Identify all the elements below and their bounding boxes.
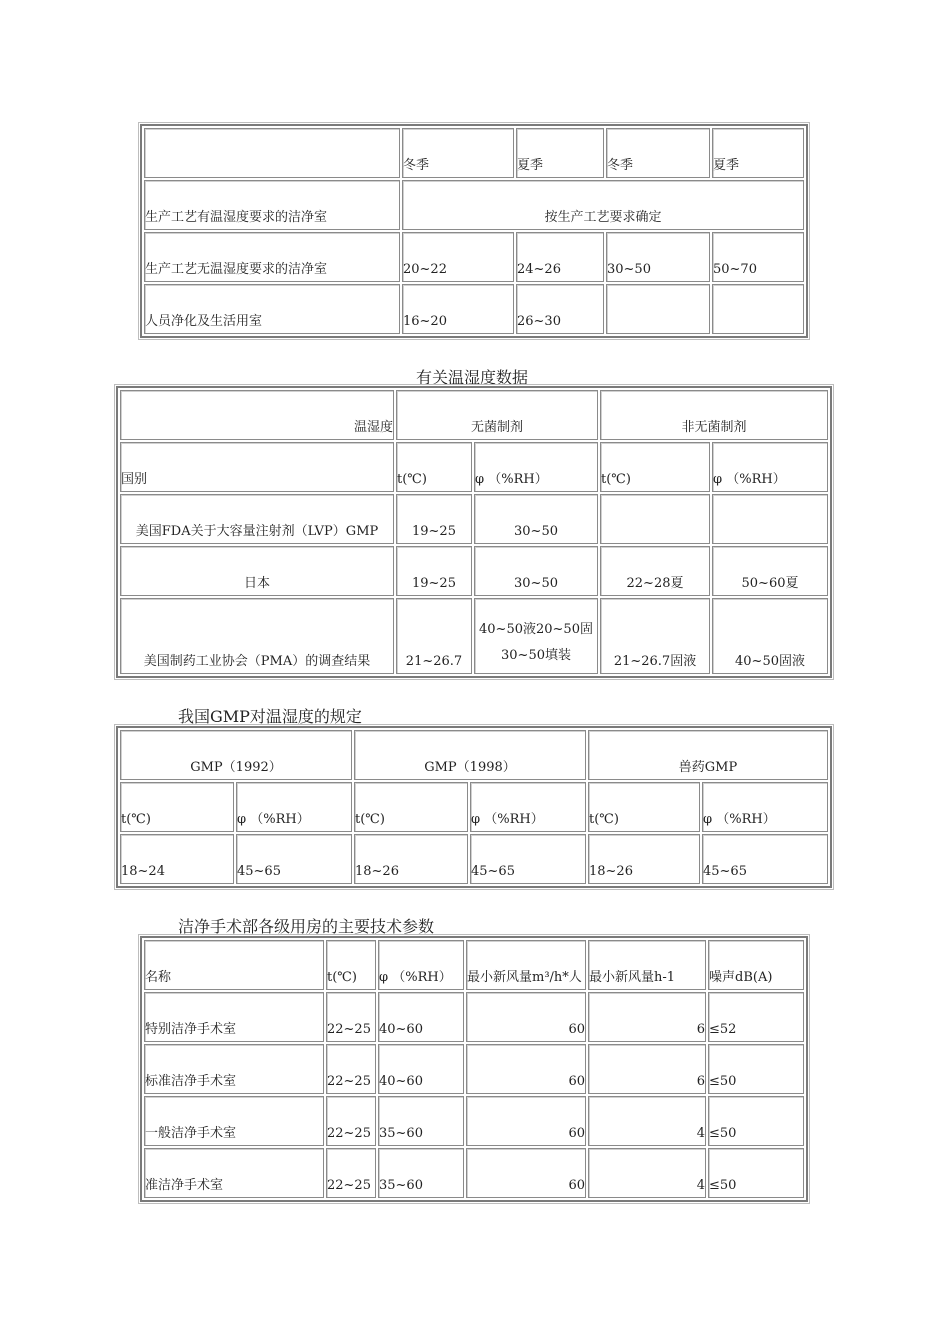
table-cell: 非无菌制剂 bbox=[600, 390, 828, 440]
table-cell: 45~65 bbox=[470, 834, 586, 884]
table-cell: 温湿度 bbox=[120, 390, 394, 440]
table-cell: φ （%RH） bbox=[236, 782, 352, 832]
table-cell: 22~25 bbox=[326, 992, 376, 1042]
table-cell: 20~22 bbox=[402, 232, 514, 282]
table-cell: φ （%RH） bbox=[378, 940, 464, 990]
table-cell bbox=[600, 494, 710, 544]
table-row bbox=[144, 1148, 804, 1198]
table-row bbox=[120, 442, 828, 492]
table-cell: 特别洁净手术室 bbox=[144, 992, 324, 1042]
table-cell: 40~60 bbox=[378, 992, 464, 1042]
table-cell: 30~50 bbox=[474, 546, 598, 596]
table-cell: t(℃) bbox=[396, 442, 472, 492]
table-cell: 最小新风量m³/h*人 bbox=[466, 940, 586, 990]
table-cell: 名称 bbox=[144, 940, 324, 990]
cell-line: 40~50液20~50固 bbox=[479, 622, 593, 637]
table-cell: φ （%RH） bbox=[702, 782, 828, 832]
table-cell: 26~30 bbox=[516, 284, 604, 334]
table-cell: 30~50 bbox=[474, 494, 598, 544]
table-cell bbox=[712, 494, 828, 544]
table-cell: 40~50固液 bbox=[712, 598, 828, 674]
table-cell bbox=[606, 284, 710, 334]
table-cell: 4 bbox=[588, 1148, 706, 1198]
cell-line: 30~50填装 bbox=[501, 648, 571, 663]
table-cell: 美国FDA关于大容量注射剂（LVP）GMP bbox=[120, 494, 394, 544]
table-row bbox=[144, 128, 804, 178]
table-cell: 30~50 bbox=[606, 232, 710, 282]
table-row bbox=[120, 494, 828, 544]
table-row bbox=[120, 598, 828, 674]
table-cell: 冬季 bbox=[402, 128, 514, 178]
table-cell bbox=[712, 284, 804, 334]
table-cell: 50~60夏 bbox=[712, 546, 828, 596]
table-row bbox=[144, 180, 804, 230]
table-cell: 美国制药工业协会（PMA）的调查结果 bbox=[120, 598, 394, 674]
table-cell: 24~26 bbox=[516, 232, 604, 282]
table-cell: 16~20 bbox=[402, 284, 514, 334]
caption-temperature-data: 有关温湿度数据 bbox=[416, 368, 529, 387]
table-cell: GMP（1992） bbox=[120, 730, 352, 780]
operating-room-parameters-table bbox=[140, 936, 808, 1202]
table-row bbox=[120, 546, 828, 596]
table-cell: 最小新风量h-1 bbox=[588, 940, 706, 990]
table-cell: 22~28夏 bbox=[600, 546, 710, 596]
caption-gmp-rules: 我国GMP对温湿度的规定 bbox=[178, 707, 362, 726]
table-row bbox=[144, 1096, 804, 1146]
table-cell: t(℃) bbox=[354, 782, 468, 832]
table-row bbox=[144, 940, 804, 990]
table-row bbox=[144, 1044, 804, 1094]
table-cell: ≤50 bbox=[708, 1044, 804, 1094]
table-cell: 21~26.7固液 bbox=[600, 598, 710, 674]
table-cell: 按生产工艺要求确定 bbox=[402, 180, 804, 230]
table-cell: 18~24 bbox=[120, 834, 234, 884]
table-cell: 生产工艺无温湿度要求的洁净室 bbox=[144, 232, 400, 282]
table-cell: 60 bbox=[466, 1096, 586, 1146]
table-cell: 19~25 bbox=[396, 494, 472, 544]
table-row bbox=[120, 782, 828, 832]
table-row bbox=[144, 284, 804, 334]
table-cell: t(℃) bbox=[600, 442, 710, 492]
table-cell bbox=[474, 598, 598, 674]
table-row bbox=[120, 390, 828, 440]
table-cell: 兽药GMP bbox=[588, 730, 828, 780]
table-cell: ≤52 bbox=[708, 992, 804, 1042]
table-cell bbox=[144, 128, 400, 178]
table-cell: 19~25 bbox=[396, 546, 472, 596]
table-cell: 21~26.7 bbox=[396, 598, 472, 674]
table-cell: 18~26 bbox=[588, 834, 700, 884]
table-cell: 40~60 bbox=[378, 1044, 464, 1094]
table-cell: 日本 bbox=[120, 546, 394, 596]
table-cell: 45~65 bbox=[702, 834, 828, 884]
table-cell: 60 bbox=[466, 1148, 586, 1198]
table-cell: 国别 bbox=[120, 442, 394, 492]
gmp-temperature-humidity-table bbox=[116, 726, 832, 888]
table-cell: t(℃) bbox=[326, 940, 376, 990]
table-cell: 冬季 bbox=[606, 128, 710, 178]
table-row bbox=[144, 232, 804, 282]
table-row bbox=[144, 992, 804, 1042]
table-cell: 4 bbox=[588, 1096, 706, 1146]
table-row bbox=[120, 834, 828, 884]
table-cell: 夏季 bbox=[516, 128, 604, 178]
table-cell: GMP（1998） bbox=[354, 730, 586, 780]
table-cell: 50~70 bbox=[712, 232, 804, 282]
table-cell: φ （%RH） bbox=[712, 442, 828, 492]
table-cell: 生产工艺有温湿度要求的洁净室 bbox=[144, 180, 400, 230]
table-row bbox=[120, 730, 828, 780]
clean-room-temperature-table bbox=[140, 124, 808, 338]
table-cell: 35~60 bbox=[378, 1148, 464, 1198]
table-cell: 18~26 bbox=[354, 834, 468, 884]
table-cell: 45~65 bbox=[236, 834, 352, 884]
table-cell: 22~25 bbox=[326, 1148, 376, 1198]
table-cell: 准洁净手术室 bbox=[144, 1148, 324, 1198]
table-cell: φ （%RH） bbox=[470, 782, 586, 832]
table-cell: 35~60 bbox=[378, 1096, 464, 1146]
table-cell: t(℃) bbox=[588, 782, 700, 832]
table-cell: 人员净化及生活用室 bbox=[144, 284, 400, 334]
table-cell: 6 bbox=[588, 992, 706, 1042]
table-cell: φ （%RH） bbox=[474, 442, 598, 492]
table-cell: t(℃) bbox=[120, 782, 234, 832]
table-cell: 标准洁净手术室 bbox=[144, 1044, 324, 1094]
table-cell: 一般洁净手术室 bbox=[144, 1096, 324, 1146]
table-cell: 22~25 bbox=[326, 1096, 376, 1146]
table-cell: 无菌制剂 bbox=[396, 390, 598, 440]
table-cell: 60 bbox=[466, 992, 586, 1042]
table-cell: 60 bbox=[466, 1044, 586, 1094]
table-cell: 噪声dB(A) bbox=[708, 940, 804, 990]
caption-operating-room-params: 洁净手术部各级用房的主要技术参数 bbox=[178, 917, 435, 936]
table-cell: ≤50 bbox=[708, 1148, 804, 1198]
table-cell: 6 bbox=[588, 1044, 706, 1094]
table-cell: ≤50 bbox=[708, 1096, 804, 1146]
temperature-humidity-data-table bbox=[116, 386, 832, 678]
table-cell: 22~25 bbox=[326, 1044, 376, 1094]
table-cell: 夏季 bbox=[712, 128, 804, 178]
